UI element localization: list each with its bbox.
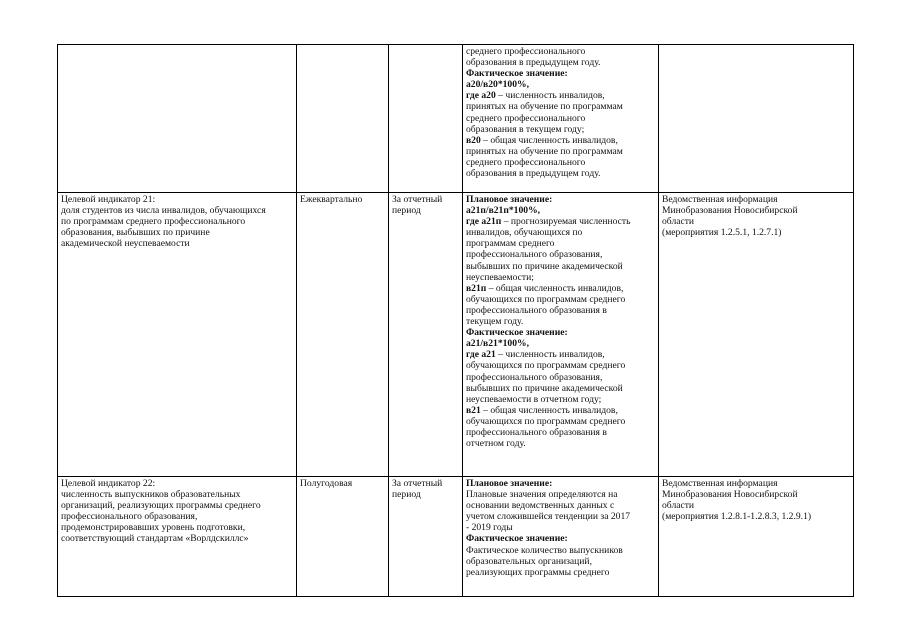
text-line: период bbox=[392, 489, 421, 501]
text-line: Минобразования Новосибирской bbox=[662, 205, 798, 217]
text-line: организаций, реализующих программы среднего bbox=[61, 500, 261, 512]
text-segment: – численность инвалидов, bbox=[495, 349, 605, 361]
formula-cell bbox=[463, 193, 659, 477]
text-line: области bbox=[662, 216, 695, 228]
text-line: Фактическое значение: bbox=[466, 533, 568, 545]
bold-term: в20 bbox=[466, 134, 481, 146]
text-line: Ведомственная информация bbox=[662, 478, 778, 489]
text-line: программам среднего bbox=[466, 238, 555, 250]
indicator-cell bbox=[58, 45, 297, 193]
text-line: Целевой индикатор 22: bbox=[61, 478, 156, 489]
text-line: а20/в20*100%, bbox=[466, 79, 530, 91]
text-line: профессионального образования, bbox=[466, 371, 603, 383]
text-line: Целевой индикатор 21: bbox=[61, 194, 156, 205]
text-line: области bbox=[662, 500, 695, 512]
period-cell bbox=[389, 45, 463, 193]
text-line: Фактическое значение: bbox=[466, 68, 568, 80]
indicator-cell bbox=[58, 193, 297, 477]
text-line: За отчетный bbox=[392, 478, 443, 489]
text-line: неуспеваемости в отчетном году; bbox=[466, 393, 602, 405]
text-line: образования в предыдущем году. bbox=[466, 168, 601, 180]
periodicity-cell bbox=[297, 477, 389, 597]
source-cell bbox=[659, 45, 854, 193]
text-line: Фактическое количество выпускников bbox=[466, 544, 623, 556]
bold-term: где а21п bbox=[466, 216, 502, 228]
period-cell bbox=[389, 193, 463, 477]
text-segment: – общая численность инвалидов, bbox=[480, 404, 618, 416]
text-line: обучающихся по программам среднего bbox=[466, 415, 626, 427]
text-line: а21п/в21п*100%, bbox=[466, 205, 541, 217]
text-line: Плановые значения определяются на bbox=[466, 489, 618, 501]
period-cell bbox=[389, 477, 463, 597]
text-line: выбывших по причине академической bbox=[466, 260, 623, 272]
text-line: принятых на обучение по программам bbox=[466, 145, 623, 157]
text-line: отчетном году. bbox=[466, 438, 526, 450]
text-line: профессионального образования в bbox=[466, 304, 607, 316]
text-line: - 2019 годы bbox=[466, 522, 513, 534]
text-line bbox=[466, 90, 655, 101]
text-line: реализующих программы среднего bbox=[466, 566, 610, 578]
text-line: выбывших по причине академической bbox=[466, 382, 623, 394]
formula-cell bbox=[463, 45, 659, 193]
text-line: учетом сложившейся тенденции за 2017 bbox=[466, 511, 631, 523]
table-row bbox=[58, 45, 854, 193]
bold-term: где а20 bbox=[466, 90, 496, 102]
indicators-table bbox=[57, 44, 854, 597]
text-line: инвалидов, обучающихся по bbox=[466, 227, 583, 239]
text-segment: – прогнозируемая численность bbox=[501, 216, 631, 228]
text-line: период bbox=[392, 205, 421, 217]
text-line: доля студентов из числа инвалидов, обучающихся bbox=[61, 205, 266, 217]
text-line: а21/в21*100%, bbox=[466, 338, 530, 350]
bold-term: в21п bbox=[466, 282, 487, 294]
indicator-cell bbox=[58, 477, 297, 597]
text-line: академической неуспеваемости bbox=[61, 238, 190, 250]
text-line: обучающихся по программам среднего bbox=[466, 293, 626, 305]
text-line: Фактическое значение: bbox=[466, 327, 568, 339]
text-line: профессионального образования, bbox=[61, 511, 198, 523]
text-line: соответствующий стандартам «Ворлдскиллс» bbox=[61, 533, 249, 545]
bold-term: где а21 bbox=[466, 349, 496, 361]
source-cell bbox=[659, 193, 854, 477]
text-line bbox=[466, 135, 655, 146]
text-line: принятых на обучение по программам bbox=[466, 101, 623, 113]
periodicity-cell bbox=[297, 45, 389, 193]
text-line bbox=[466, 349, 655, 360]
text-line: профессионального образования в bbox=[466, 426, 607, 438]
text-line bbox=[466, 405, 655, 416]
text-line: продемонстрировавших уровень подготовки, bbox=[61, 522, 246, 534]
text-line: образования, выбывших по причине bbox=[61, 227, 210, 239]
text-segment: – общая численность инвалидов, bbox=[480, 134, 618, 146]
text-line: Минобразования Новосибирской bbox=[662, 489, 798, 501]
text-line: образования в текущем году; bbox=[466, 123, 585, 135]
text-line: профессионального образования, bbox=[466, 249, 603, 261]
text-line: Ежеквартально bbox=[300, 194, 363, 205]
text-line: образования в предыдущем году. bbox=[466, 57, 601, 69]
text-line: неуспеваемости; bbox=[466, 271, 534, 283]
source-cell bbox=[659, 477, 854, 597]
table-row bbox=[58, 477, 854, 597]
bold-term: в21 bbox=[466, 404, 481, 416]
periodicity-cell bbox=[297, 193, 389, 477]
text-line: основании ведомственных данных с bbox=[466, 500, 615, 512]
text-line: среднего профессионального bbox=[466, 46, 586, 57]
text-line: Плановое значение: bbox=[466, 478, 553, 489]
text-line: по программам среднего профессионального bbox=[61, 216, 246, 228]
text-line: Ведомственная информация bbox=[662, 194, 778, 205]
text-line: Полугодовая bbox=[300, 478, 353, 489]
text-line: обучающихся по программам среднего bbox=[466, 360, 626, 372]
text-line: За отчетный bbox=[392, 194, 443, 205]
table-row bbox=[58, 193, 854, 477]
text-line: численность выпускников образовательных bbox=[61, 489, 241, 501]
text-line: образовательных организаций, bbox=[466, 555, 592, 567]
text-line: (мероприятия 1.2.8.1-1.2.8.3, 1.2.9.1) bbox=[662, 511, 812, 523]
text-line: Плановое значение: bbox=[466, 194, 553, 205]
text-line bbox=[466, 283, 655, 294]
text-line: среднего профессионального bbox=[466, 156, 586, 168]
text-line bbox=[466, 216, 655, 227]
text-line: среднего профессионального bbox=[466, 112, 586, 124]
text-segment: – общая численность инвалидов, bbox=[486, 282, 624, 294]
formula-cell bbox=[463, 477, 659, 597]
text-line: (мероприятия 1.2.5.1, 1.2.7.1) bbox=[662, 227, 782, 239]
text-line: текущем году. bbox=[466, 316, 524, 328]
text-segment: – численность инвалидов, bbox=[495, 90, 605, 102]
